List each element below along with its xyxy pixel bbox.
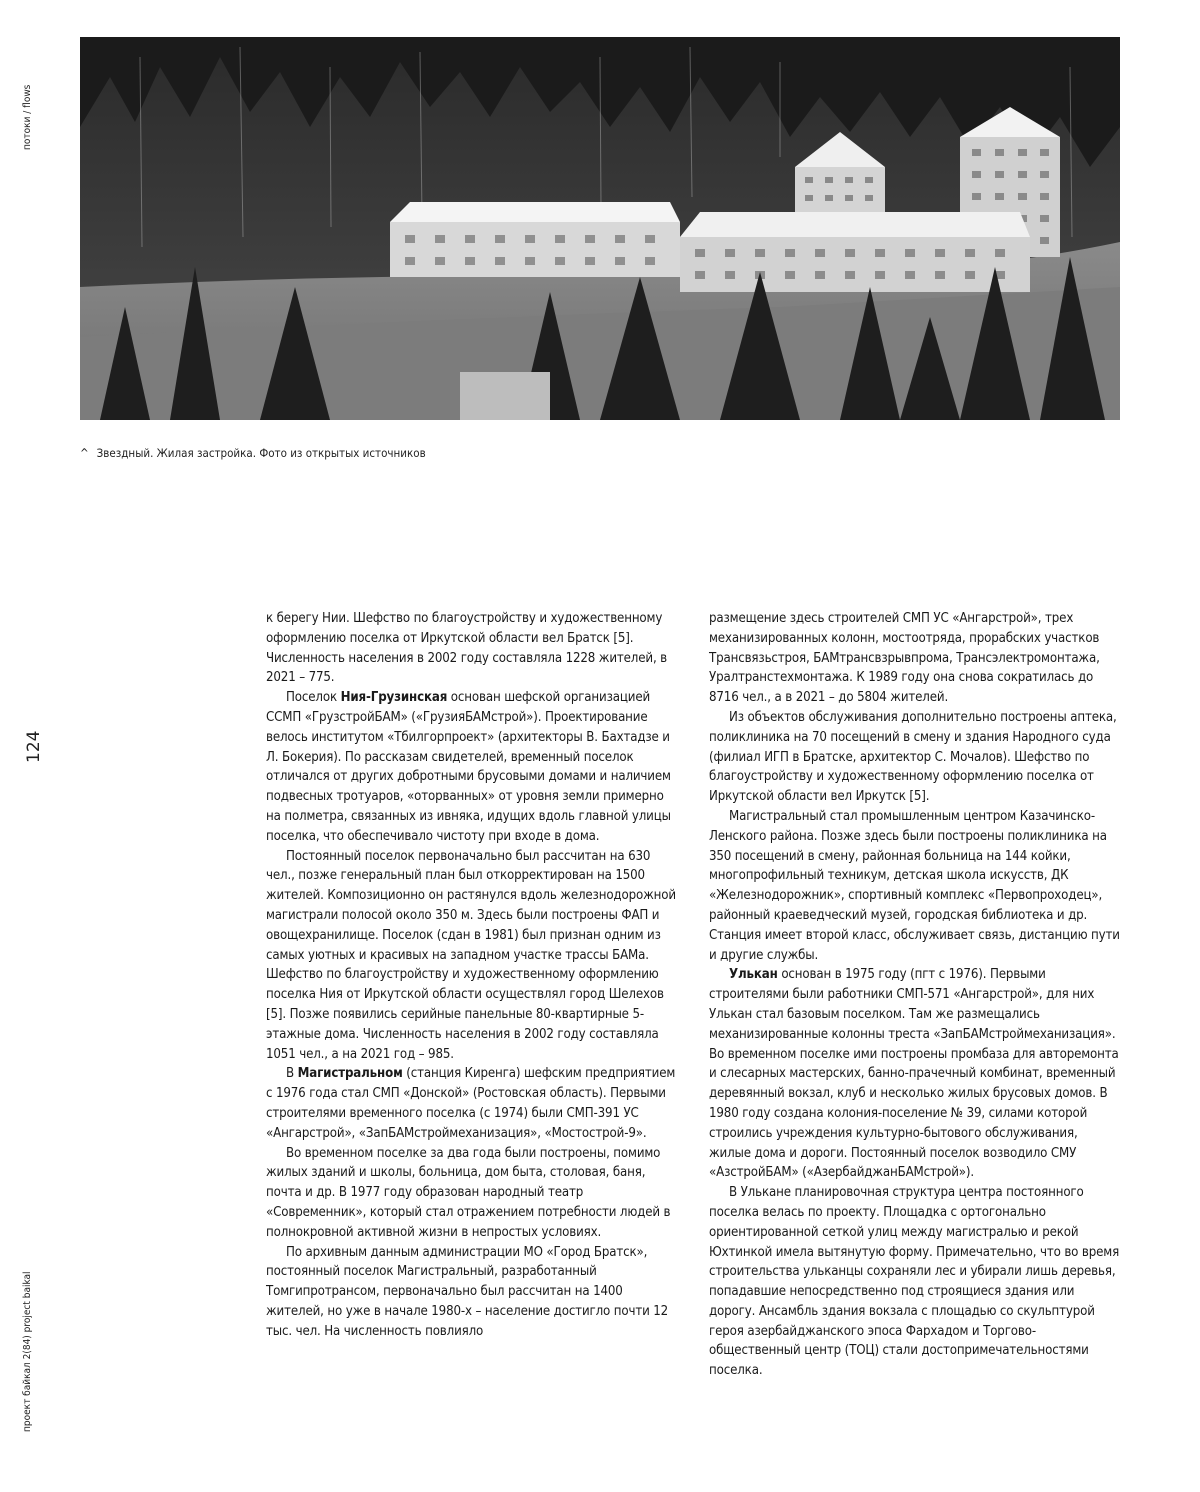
paragraph: Во временном поселке за два года были построены, помимо жилых зданий и школы, больница, дом быта, столовая, баня, почта и др. В 1977 году образован народный театр «Современник», который стал отражением потребности людей в полнокровной активной жизни в непростых условиях. (266, 1144, 678, 1243)
caption-marker: ^ (80, 446, 89, 460)
journal-label: проект байкал 2(84) project baikal (22, 1271, 33, 1432)
photo-residential-buildings (80, 37, 1120, 420)
photo-image (80, 37, 1120, 420)
photo-caption (80, 446, 426, 460)
place-name: Улькан (729, 967, 778, 982)
paragraph: В Улькане планировочная структура центра постоянного поселка велась по проекту. Площадка с ортогонально ориентированной сеткой улиц между магистралью и рекой Юхтинкой имела вытянутую форму. Примечательно, что во время строительства ульканцы сохраняли лес и убирали лишь деревья, попадавшие непосредственно под строящиеся здания или дорогу. Ансамбль здания вокзала с площадью со скульптурой героя азербайджанского эпоса Фархадом и Торгово-общественный центр (ТОЦ) стали достопримечательностями поселка. (709, 1183, 1121, 1381)
section-label: потоки / flows (22, 85, 33, 150)
paragraph: Улькан основан в 1975 году (пгт с 1976). Первыми строителями были работники СМП-571 «Ангарстрой», для них Улькан стал базовым поселком. Там же размещались механизированные колонны треста «ЗапБАМстроймеханизация». Во временном поселке ими построены промбаза для авторемонта и слесарных мастерских, банно-прачечный комбинат, временный деревянный вокзал, клуб и несколько жилых брусовых домов. В 1980 году создана колония-поселение № 39, силами которой строились учреждения культурно-бытового обслуживания, жилые дома и дороги. Постоянный поселок возводило СМУ «АзстройБАМ» («АзербайджанБАМстрой»). (709, 965, 1121, 1183)
paragraph: Поселок Ния-Грузинская основан шефской организацией ССМП «ГрузстройБАМ» («ГрузияБАМстрой»). Проектирование велось институтом «Тбилгорпроект» (архитекторы В. Бахтадзе и Л. Бокерия). По рассказам свидетелей, временный поселок отличался от других добротными брусовыми домами и наличием подвесных тротуаров, «оторванных» от уровня земли примерно на полметра, связанных из ивняка, идущих вдоль главной улицы поселка, что обеспечивало чистоту при входе в дома. (266, 688, 678, 846)
right-column (709, 609, 1121, 1381)
paragraph: Постоянный поселок первоначально был рассчитан на 630 чел., позже генеральный план был откорректирован на 1500 жителей. Композиционно он растянулся вдоль железнодорожной магистрали полосой около 350 м. Здесь были построены ФАП и овощехранилище. Поселок (сдан в 1981) был признан одним из самых уютных и красивых на западном участке трассы БАМа. Шефство по благоустройству и художественному оформлению поселка Ния от Иркутской области осуществлял город Шелехов [5]. Позже появились серийные панельные 80-квартирные 5-этажные дома. Численность населения в 2002 году составляла 1051 чел., а на 2021 год – 985. (266, 847, 678, 1065)
paragraph: В Магистральном (станция Киренга) шефским предприятием с 1976 года стал СМП «Донской» (Ростовская область). Первыми строителями временного поселка (с 1974) были СМП-391 УС «Ангарстрой», «ЗапБАМстроймеханизация», «Мостострой-9». (266, 1064, 678, 1143)
page-number: 124 (24, 731, 44, 763)
paragraph: Из объектов обслуживания дополнительно построены аптека, поликлиника на 70 посещений в смену и здания Народного суда (филиал ИГП в Братске, архитектор С. Мочалов). Шефство по благоустройству и художественному оформлению поселка от Иркутской области вел Иркутск [5]. (709, 708, 1121, 807)
paragraph: Магистральный стал промышленным центром Казачинско-Ленского района. Позже здесь были построены поликлиника на 350 посещений в смену, районная больница на 144 койки, многопрофильный техникум, детская школа искусств, ДК «Железнодорожник», спортивный комплекс «Первопроходец», районный краеведческий музей, городская библиотека и др. Станция имеет второй класс, обслуживает связь, дистанцию пути и другие службы. (709, 807, 1121, 965)
paragraph: размещение здесь строителей СМП УС «Ангарстрой», трех механизированных колонн, мостоотряда, прорабских участков Трансвязьстроя, БАМтрансвзрывпрома, Трансэлектромонтажа, Уралтранстехмонтажа. К 1989 году она снова сократилась до 8716 чел., а в 2021 – до 5804 жителей. (709, 609, 1121, 708)
paragraph: По архивным данным администрации МО «Город Братск», постоянный поселок Магистральный, разработанный Томгипротрансом, первоначально был рассчитан на 1400 жителей, но уже в начале 1980-х – население достигло почти 12 тыс. чел. На численность повлияло (266, 1243, 678, 1342)
caption-text: Звездный. Жилая застройка. Фото из открытых источников (97, 446, 426, 460)
place-name: Ния-Грузинская (341, 690, 448, 705)
paragraph: к берегу Нии. Шефство по благоустройству и художественному оформлению поселка от Иркутской области вел Братск [5]. Численность населения в 2002 году составляла 1228 жителей, в 2021 – 775. (266, 609, 678, 688)
left-column (266, 609, 678, 1341)
place-name: Магистральном (298, 1066, 403, 1081)
